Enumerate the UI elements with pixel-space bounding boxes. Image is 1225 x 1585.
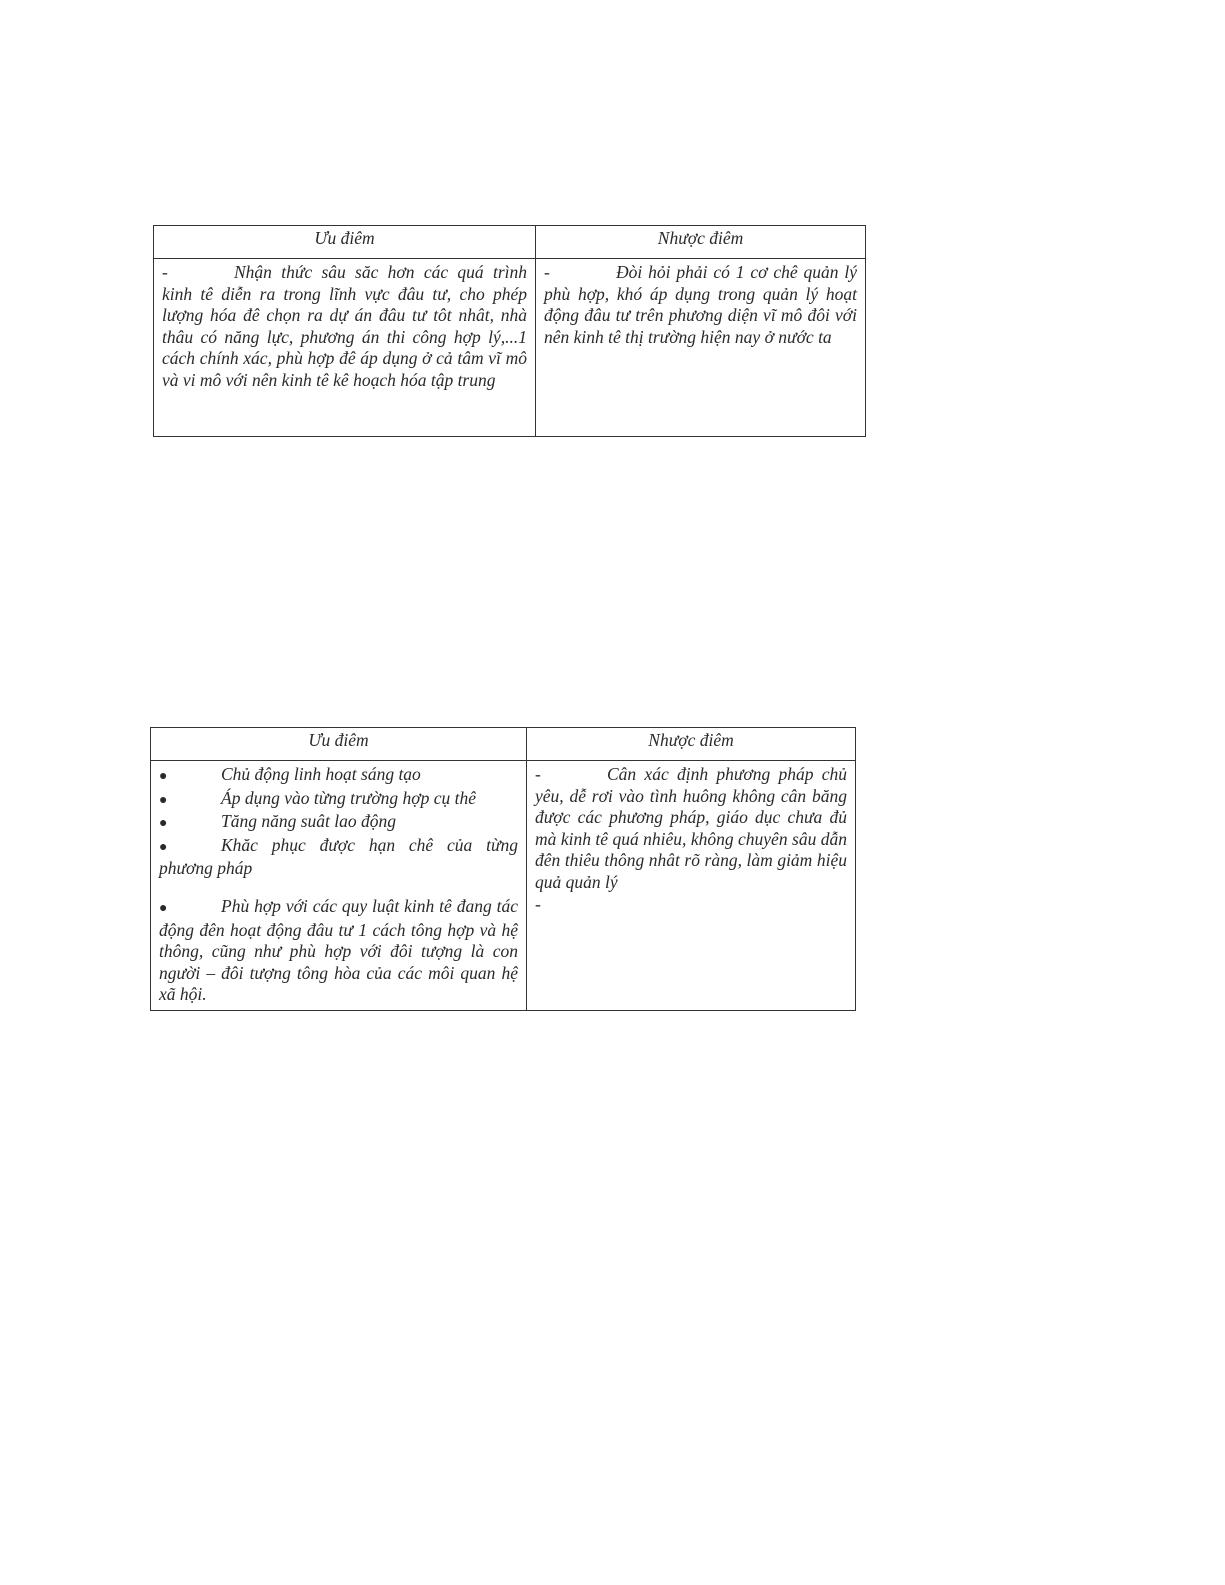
dash-marker: - (162, 262, 168, 282)
bullet-icon: ● (159, 839, 168, 855)
header-pros: Ưu điêm (151, 728, 527, 761)
pros-item: ● Khăc phục được hạn chê của từng phương pháp (159, 834, 518, 879)
bullet-icon: ● (159, 816, 168, 832)
dash-marker: - (535, 893, 541, 914)
pros-cons-table-2 (150, 727, 856, 1011)
pros-item: ● Áp dụng vào từng trường hợp cụ thê (159, 788, 518, 812)
header-cons: Nhược điêm (536, 226, 866, 259)
cons-cell (527, 761, 856, 1011)
pros-item: ● Tăng năng suât lao động (159, 811, 518, 835)
pros-item: ● Chủ động linh hoạt sáng tạo (159, 764, 518, 788)
bullet-icon: ● (159, 769, 168, 784)
cons-text: Đòi hỏi phải có 1 cơ chê quản lý phù hợp, khó áp dụng trong quản lý hoạt động đâu tư trên phương diện vĩ mô đôi với nên kinh tê thị trường hiện nay ở nước ta (544, 262, 857, 347)
pros-cell (151, 761, 527, 1011)
pros-cell (154, 259, 536, 437)
bullet-icon: ● (159, 792, 168, 808)
pros-cons-table-1 (153, 225, 866, 437)
dash-marker: - (535, 764, 541, 784)
bullet-icon: ● (159, 900, 168, 916)
dash-marker: - (544, 262, 550, 282)
pros-text: Nhận thức sâu săc hơn các quá trình kinh tê diễn ra trong lĩnh vực đâu tư, cho phép lượng hóa đê chọn ra dự án đâu tư tôt nhât, nhà thâu có năng lực, phương án thi công hợp lý,...1 cách chính xác, phù hợp đê áp dụng ở cả tâm vĩ mô và vi mô với nên kinh tê kê hoạch hóa tập trung (162, 262, 527, 390)
cons-text: Cân xác định phương pháp chủ yêu, dễ rơi vào tình huông không cân băng được các phương pháp, giáo dục chưa đủ mà kinh tê quá nhiêu, không chuyên sâu dẫn đên thiêu thông nhât rõ ràng, làm giảm hiệu quả quản lý (535, 764, 847, 892)
header-cons: Nhược điêm (527, 728, 856, 761)
cons-cell (536, 259, 866, 437)
pros-item: ● Phù hợp với các quy luật kinh tê đang tác động đên hoạt động đâu tư 1 cách tông hợp và hệ thông, cũng như phù hợp với đôi tượng là con người – đôi tượng tông hòa của các môi quan hệ xã hội. (159, 895, 518, 1005)
header-pros: Ưu điêm (154, 226, 536, 259)
